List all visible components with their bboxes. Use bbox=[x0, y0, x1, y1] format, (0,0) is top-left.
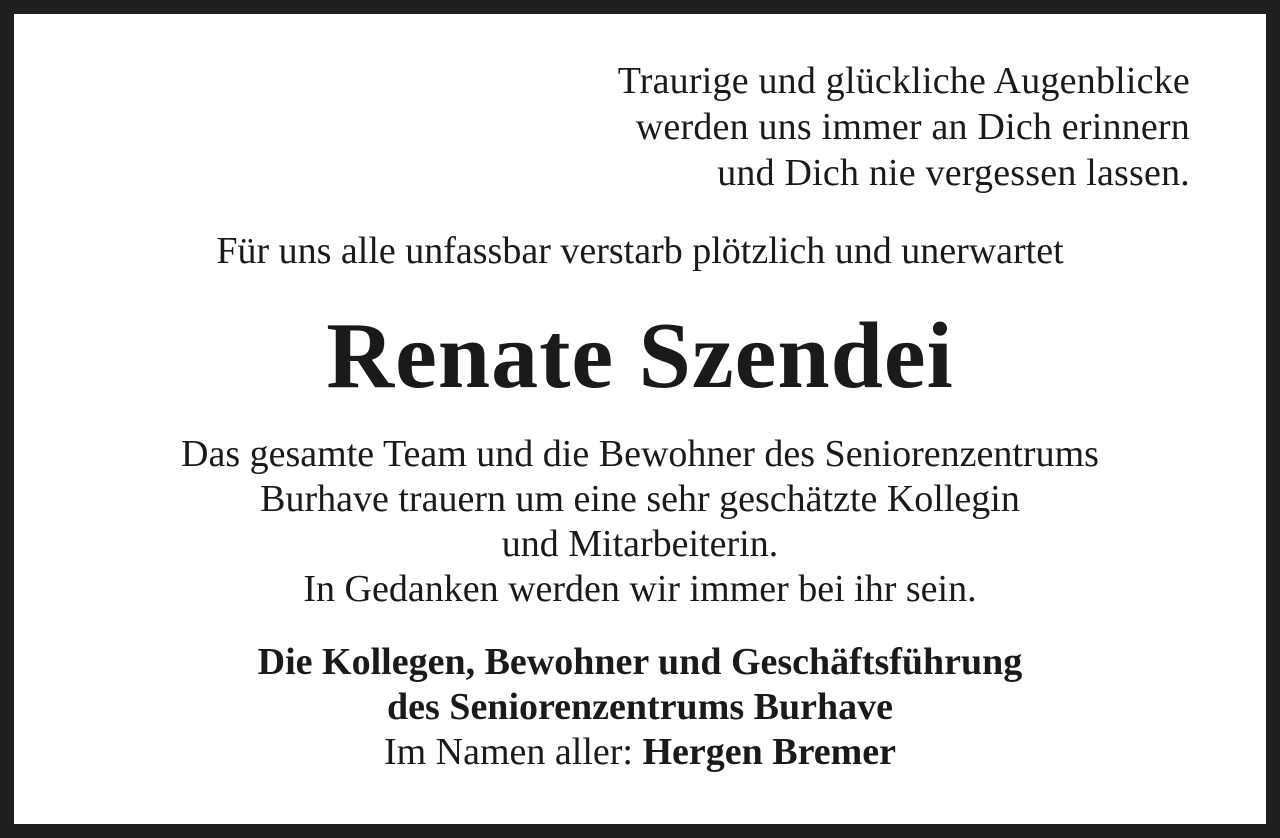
deceased-name: Renate Szendei bbox=[326, 304, 954, 408]
poem-line: werden uns immer an Dich erinnern bbox=[635, 106, 1190, 148]
obituary-notice bbox=[14, 14, 1266, 824]
message-line: und Mitarbeiterin. bbox=[501, 523, 779, 565]
signature-line-1: Die Kollegen, Bewohner und Geschäftsführung bbox=[257, 641, 1023, 683]
signature-line-2: des Seniorenzentrums Burhave bbox=[387, 686, 893, 728]
signature-prefix: Im Namen aller: bbox=[383, 731, 633, 773]
mourning-message bbox=[14, 432, 1266, 612]
memorial-poem bbox=[618, 58, 1190, 196]
message-line: In Gedanken werden wir immer bei ihr sein. bbox=[303, 568, 977, 610]
signature-block bbox=[14, 640, 1266, 775]
signer-name: Hergen Bremer bbox=[642, 731, 897, 773]
message-line: Das gesamte Team und die Bewohner des Seniorenzentrums bbox=[181, 433, 1099, 475]
announcement-intro: Für uns alle unfassbar verstarb plötzlich und unerwartet bbox=[216, 230, 1064, 272]
signature-line-3 bbox=[14, 730, 1266, 775]
poem-line: Traurige und glückliche Augenblicke bbox=[617, 60, 1190, 102]
poem-line: und Dich nie vergessen lassen. bbox=[717, 152, 1190, 194]
message-line: Burhave trauern um eine sehr geschätzte Kollegin bbox=[260, 478, 1020, 520]
